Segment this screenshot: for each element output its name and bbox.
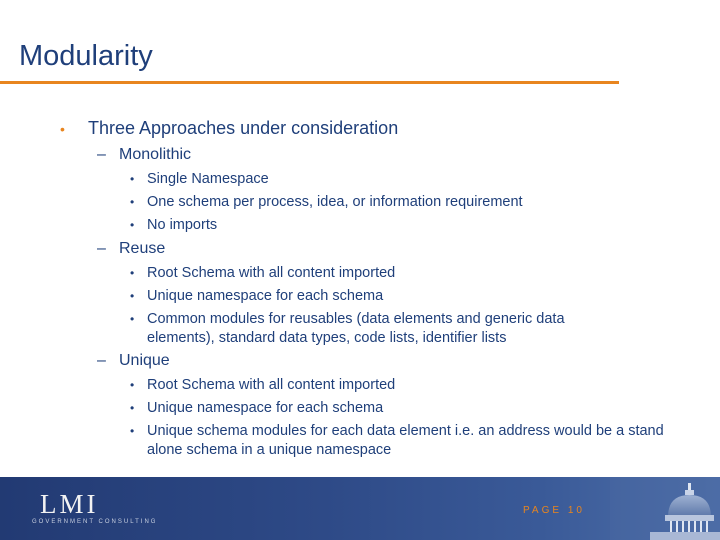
lmi-logo: LMI [40, 489, 99, 519]
dash-marker: – [97, 240, 106, 257]
dot-marker: • [130, 401, 135, 415]
list-item-text: Single Namespace [147, 171, 269, 187]
capitol-dome-icon [610, 477, 720, 540]
dot-marker: • [130, 266, 135, 280]
dot-marker: • [130, 195, 135, 209]
group-label: Monolithic [119, 146, 192, 163]
footer-bar [0, 477, 720, 540]
dot-marker: • [130, 289, 135, 303]
logo-tagline: GOVERNMENT CONSULTING [32, 519, 158, 525]
list-item-text: No imports [147, 217, 218, 233]
slide-title: Modularity [19, 40, 153, 72]
list-item-text: Unique namespace for each schema [147, 288, 384, 304]
dash-marker: – [97, 352, 106, 369]
title-rule [0, 81, 619, 84]
bullet-marker: • [60, 121, 65, 137]
list-item-text: Common modules for reusables (data elements and generic data elements), standard data types, code lists, identifier lists [147, 311, 565, 346]
dash-marker: – [97, 146, 106, 163]
dot-marker: • [130, 378, 135, 392]
list-item-text: Root Schema with all content imported [147, 377, 396, 393]
list-item-text: One schema per process, idea, or information requirement [147, 194, 523, 210]
group-label: Reuse [119, 240, 166, 257]
dot-marker: • [130, 172, 135, 186]
dot-marker: • [130, 424, 135, 438]
page-number: PAGE 10 [523, 505, 585, 516]
dot-marker: • [130, 312, 135, 326]
group-label: Unique [119, 352, 170, 369]
list-item-text: Root Schema with all content imported [147, 265, 396, 281]
bullet-heading: Three Approaches under consideration [88, 118, 399, 138]
dot-marker: • [130, 218, 135, 232]
list-item-text: Unique namespace for each schema [147, 400, 384, 416]
list-item-text: Unique schema modules for each data element i.e. an address would be a stand alone schema in a unique namespace [147, 423, 664, 458]
